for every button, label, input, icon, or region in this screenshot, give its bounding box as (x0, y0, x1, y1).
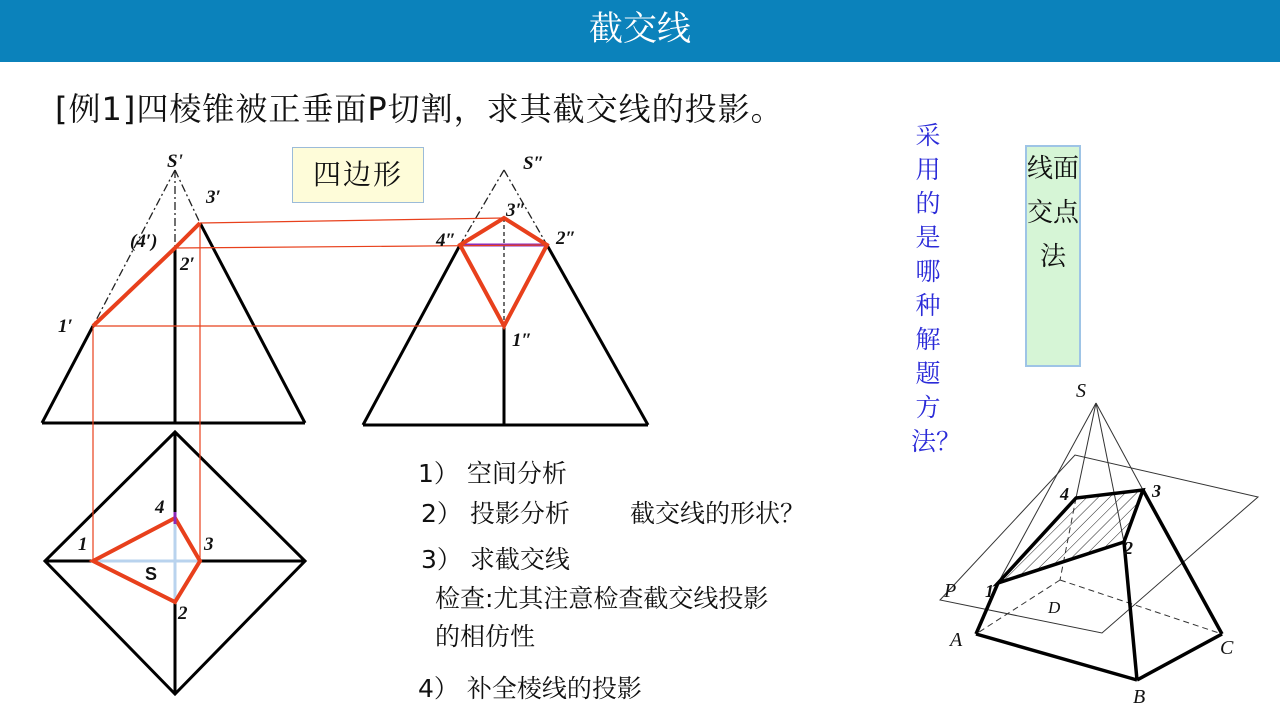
label-pict-A: A (950, 629, 963, 651)
label-side-apex: S″ (523, 153, 545, 174)
page-title: 截交线 (589, 9, 691, 49)
label-top-p1: 1 (78, 534, 88, 555)
label-top-p4: 4 (155, 497, 165, 518)
label-side-p3: 3″ (506, 200, 526, 221)
check-line-1: 检查:尤其注意检查截交线投影 (435, 584, 769, 613)
pict-edge-AB (976, 634, 1137, 680)
pict-section-hatched (998, 490, 1143, 583)
top-view (45, 432, 305, 694)
pict-edge-BC (1137, 634, 1222, 680)
pict-edge-SC-upper (1096, 403, 1143, 490)
front-view (42, 170, 305, 423)
label-front-apex: S' (167, 151, 183, 172)
label-pict-p2: 2 (1124, 538, 1133, 558)
label-side-p2: 2″ (556, 228, 576, 249)
label-pict-B: B (1133, 686, 1146, 708)
front-left-edge (42, 326, 93, 423)
label-pict-p4: 4 (1060, 484, 1069, 504)
label-top-apex: S (145, 564, 158, 584)
label-front-p1: 1′ (58, 316, 73, 337)
pictorial-view (940, 403, 1258, 680)
label-pict-S: S (1076, 380, 1086, 402)
example-statement: [例1]四棱锥被正垂面P切割，求其截交线的投影。 (55, 90, 784, 128)
label-front-p2: 2′ (180, 254, 195, 275)
method-question: 采用的是哪种解题方法？ (911, 121, 962, 456)
pict-edge-B (1124, 542, 1137, 680)
pict-edge-SD-upper (1076, 403, 1096, 498)
label-side-p4: 4″ (436, 230, 456, 251)
label-front-p3: 3′ (206, 187, 221, 208)
label-front-p4: (4′) (130, 231, 158, 252)
label-side-p1: 1″ (512, 330, 532, 351)
check-line-2: 的相仿性 (435, 622, 536, 651)
step-1: 1） 空间分析 (418, 459, 567, 488)
label-pict-D: D (1048, 598, 1061, 617)
label-pict-p3: 3 (1152, 481, 1161, 501)
label-top-p2: 2 (178, 603, 188, 624)
side-left-edge (363, 245, 460, 425)
method-answer-box: 线面交点法 (1025, 145, 1081, 367)
step-4: 4） 补全棱线的投影 (418, 674, 642, 703)
front-right-edge (200, 223, 305, 423)
step-3: 3） 求截交线 (421, 545, 570, 574)
pict-edge-C (1143, 490, 1222, 634)
label-pict-C: C (1220, 637, 1234, 659)
label-top-p3: 3 (204, 534, 214, 555)
step-2-note: 截交线的形状？ (630, 499, 806, 528)
label-pict-P: P (944, 580, 957, 602)
shape-label-box: 四边形 (292, 147, 424, 203)
side-right-edge (547, 245, 648, 425)
step-2: 2） 投影分析 (421, 499, 570, 528)
front-hidden-edge-right (175, 170, 200, 223)
proj-3-front-side (200, 218, 504, 223)
label-pict-p1: 1 (985, 581, 994, 601)
